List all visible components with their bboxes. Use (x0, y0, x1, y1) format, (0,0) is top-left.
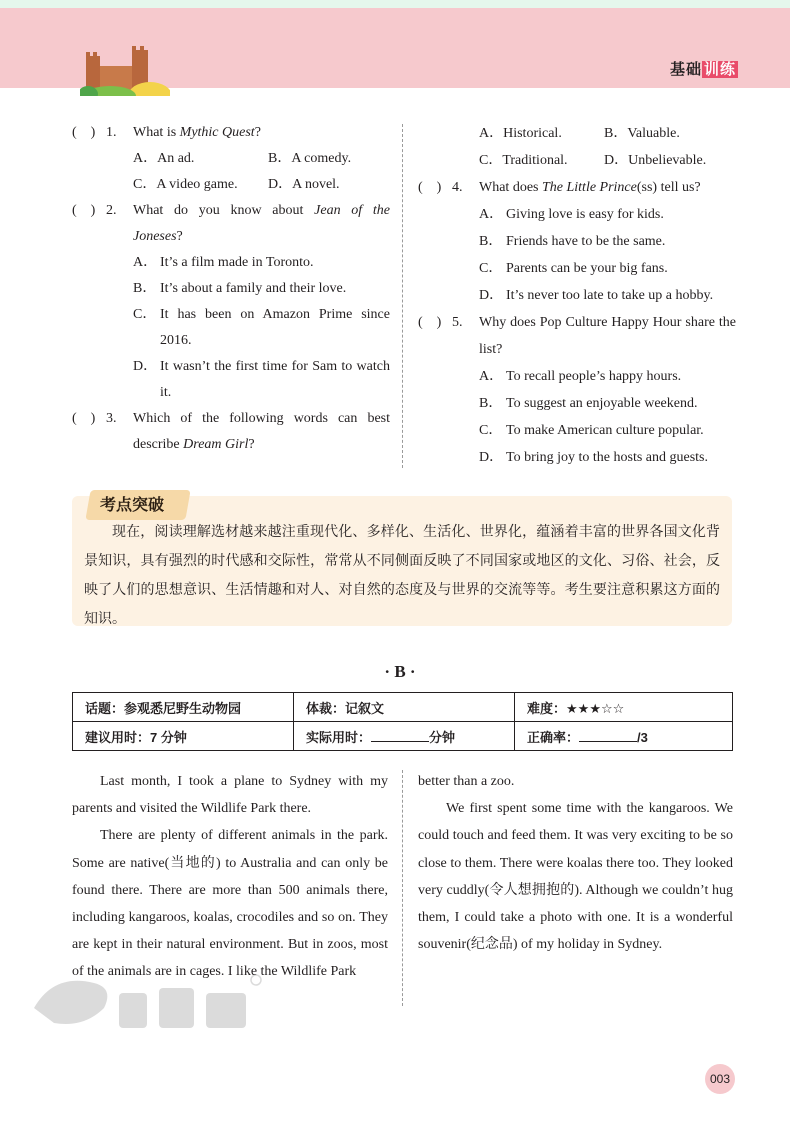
question-text-end: ? (254, 125, 261, 140)
passage-right-column (418, 768, 733, 958)
badge-prefix: 基础 (669, 61, 702, 78)
option-text: Parents can be your big fans. (506, 261, 668, 276)
option-text: To recall people’s happy hours. (506, 369, 682, 384)
question-text-end: ? (248, 437, 255, 452)
option-d[interactable] (72, 354, 390, 406)
option-d[interactable] (418, 282, 736, 309)
difficulty-stars: ★★★☆☆ (566, 700, 625, 716)
section-label: · B · (384, 662, 416, 681)
answer-blank[interactable]: ( ) (418, 315, 442, 330)
option-row (72, 172, 390, 198)
option-c[interactable]: C．Traditional. (479, 153, 568, 168)
option-a[interactable]: A．An ad. (133, 151, 195, 166)
option-a[interactable] (72, 250, 390, 276)
option-b[interactable] (418, 390, 736, 417)
option-text: It has been on Amazon Prime since 2016. (160, 307, 390, 348)
actual-time-unit: 分钟 (429, 729, 456, 745)
suggested-time-cell: 建议用时：7 分钟 (73, 722, 294, 751)
question-title: Jean of the Joneses (133, 203, 391, 244)
badge-highlight: 训练 (703, 61, 736, 78)
page-number: 003 (705, 1064, 735, 1094)
column-divider (402, 770, 403, 1006)
passage-paragraph: Last month, I took a plane to Sydney with my parents and visited the Wildlife Park there. (72, 774, 388, 817)
actual-time-cell (294, 722, 515, 751)
question-title: Dream Girl (183, 437, 249, 452)
option-letter: C． (133, 307, 157, 322)
option-letter: A． (133, 255, 158, 270)
question-title: Mythic Quest (179, 125, 255, 140)
difficulty-cell (515, 693, 733, 722)
option-letter: B． (479, 396, 503, 411)
option-c[interactable] (418, 255, 736, 282)
question-5 (418, 309, 736, 363)
question-text: Why does Pop Culture Happy Hour share the list? (479, 315, 736, 357)
key-points-title: 考点突破 (100, 497, 165, 514)
question-text: What is (133, 125, 180, 140)
option-text: To make American culture popular. (506, 423, 704, 438)
question-1 (72, 120, 390, 146)
question-4 (418, 174, 736, 201)
option-text: It’s never too late to take up a hobby. (506, 288, 714, 303)
option-d[interactable] (418, 444, 736, 471)
option-text: To suggest an enjoyable weekend. (506, 396, 698, 411)
question-3 (72, 406, 390, 458)
accuracy-total: /3 (637, 729, 648, 745)
question-text-end: (ss) tell us? (636, 180, 701, 195)
difficulty-label: 难度： (527, 700, 567, 716)
question-text: Which of the following words can best describe (133, 411, 390, 452)
option-b[interactable] (418, 228, 736, 255)
option-row (72, 146, 390, 172)
question-2 (72, 198, 390, 250)
option-b[interactable] (72, 276, 390, 302)
key-points-text: 现在，阅读理解选材越来越注重现代化、多样化、生活化、世界化，蕴涵着丰富的世界各国文化背景知识，具有强烈的时代感和交际性，常常从不同侧面反映了不同国家或地区的文化、习俗、社会，反映了人们的思想意识、生活情趣和对人、对自然的态度及与世界的交流等等。考生要注意积累这方面的知识。 (84, 525, 720, 627)
option-a[interactable] (418, 363, 736, 390)
answer-blank[interactable]: ( ) (72, 203, 96, 218)
passage-left-column (72, 768, 388, 986)
option-text: It’s a film made in Toronto. (160, 255, 314, 270)
option-c[interactable]: C．A video game. (133, 177, 238, 192)
question-number: 3. (106, 411, 117, 426)
question-number: 1. (106, 125, 117, 140)
option-text: Giving love is easy for kids. (506, 207, 664, 222)
option-a[interactable] (418, 201, 736, 228)
option-text: Friends have to be the same. (506, 234, 666, 249)
option-b[interactable]: B．A comedy. (268, 151, 352, 166)
option-c[interactable] (418, 417, 736, 444)
answer-blank[interactable]: ( ) (418, 180, 442, 195)
option-letter: B． (133, 281, 157, 296)
option-text: It wasn’t the first time for Sam to watch it. (160, 359, 390, 400)
option-letter: C． (479, 261, 503, 276)
right-question-column (418, 120, 736, 471)
passage-info-table (72, 692, 733, 751)
accuracy-blank[interactable] (579, 727, 637, 742)
option-b[interactable]: B．Valuable. (604, 126, 680, 141)
option-letter: A． (479, 369, 504, 384)
passage-paragraph: There are plenty of different animals in the park. Some are native(当地的) to Australia and can only be found there. There are more than 500 animals there, including kangaroos, koalas, crocodiles and so on. They are kept in their natural environment. But in zoos, most of the animals are in cages. I like the Wildlife Park (72, 828, 388, 980)
question-number: 2. (106, 203, 117, 218)
passage-continuation: better than a zoo. (418, 774, 515, 789)
accuracy-label: 正确率： (527, 729, 580, 745)
option-letter: D． (479, 288, 504, 303)
option-c[interactable] (72, 302, 390, 354)
question-number: 4. (452, 180, 463, 195)
option-row (418, 120, 736, 147)
question-title: The Little Prince (541, 180, 637, 195)
top-strip (0, 0, 790, 8)
page-header (0, 8, 790, 88)
question-text-end: ? (176, 229, 183, 244)
answer-blank[interactable]: ( ) (72, 125, 96, 140)
option-d[interactable]: D．A novel. (268, 177, 340, 192)
option-letter: D． (133, 359, 158, 374)
answer-blank[interactable]: ( ) (72, 411, 96, 426)
watermark-logo (24, 968, 264, 1038)
passage-paragraph: We first spent some time with the kangaroos. We could touch and feed them. It was very exciting to be so close to them. There were koalas there too. They looked very cuddly(令人想拥抱的). Although we couldn’t hug them, I could take a photo with one. It is a wonderful souvenir(纪念品) of my holiday in Sydney. (418, 801, 733, 953)
great-wall-illustration (80, 44, 170, 96)
left-question-column (72, 120, 390, 458)
topic-cell: 话题：参观悉尼野生动物园 (73, 693, 294, 722)
option-a[interactable]: A．Historical. (479, 126, 562, 141)
section-badge (670, 58, 738, 79)
option-letter: A． (479, 207, 504, 222)
option-d[interactable]: D．Unbelievable. (604, 153, 707, 168)
question-text: What do you know about (133, 203, 315, 218)
actual-time-blank[interactable] (371, 727, 429, 742)
option-text: To bring joy to the hosts and guests. (506, 450, 709, 465)
option-row (418, 147, 736, 174)
option-letter: D． (479, 450, 504, 465)
genre-cell: 体裁：记叙文 (294, 693, 515, 722)
option-letter: C． (479, 423, 503, 438)
actual-time-label: 实际用时： (306, 729, 372, 745)
question-text: What does (479, 180, 542, 195)
option-text: It’s about a family and their love. (160, 281, 347, 296)
column-divider (402, 124, 403, 468)
question-number: 5. (452, 315, 463, 330)
option-letter: B． (479, 234, 503, 249)
accuracy-cell (515, 722, 733, 751)
